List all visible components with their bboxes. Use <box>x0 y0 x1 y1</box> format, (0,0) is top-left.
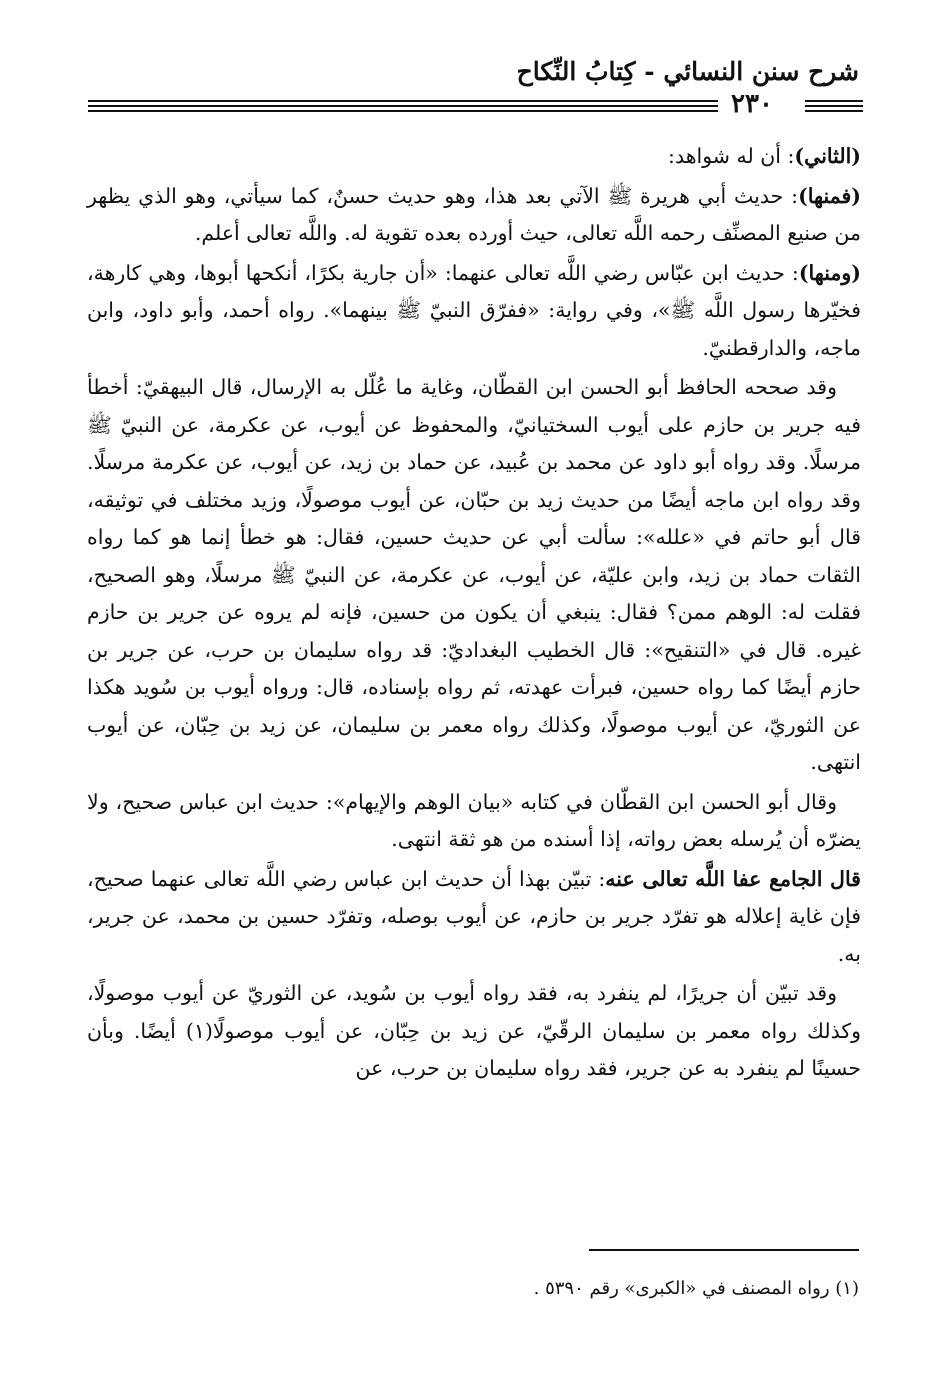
header-double-rule-right <box>805 100 863 115</box>
page-number: ٢٣٠ <box>731 89 773 119</box>
paragraph-waminha <box>87 255 861 368</box>
paragraph-text: وقد صححه الحافظ أبو الحسن ابن القطّان، وغاية ما عُلّل به الإرسال، قال البيهقيّ: أخطأ فيه جرير بن حازم على أيوب السختيانيّ، والمحفوظ عن أيوب، عن عكرمة، عن النبيّ ﷺ مرسلًا. وقد رواه أبو داود عن محمد بن عُبيد، عن حماد بن زيد، عن أيوب، عن عكرمة مرسلًا. وقد رواه ابن ماجه أيضًا من حديث زيد بن حبّان، عن أيوب موصولًا، وزيد مختلف في توثيقه، قال أبو حاتم في «علله»: سألت أبي عن حديث حسين، فقال: هو خطأ إنما هو كما رواه الثقات حماد بن زيد، وابن عليّة، عن أيوب، عن عكرمة، عن النبيّ ﷺ مرسلًا، وهو الصحيح، فقلت له: الوهم ممن؟ فقال: ينبغي أن يكون من حسين، فإنه لم يروه عن جرير بن حازم غيره. قال في «التنقيح»: قال الخطيب البغداديّ: قد رواه سليمان بن حرب، عن جرير بن حازم أيضًا كما رواه حسين، فبرأت عهدته، ثم رواه بإسناده، قال: ورواه أيوب بن سُويد هكذا عن الثوريّ، عن أيوب موصولًا، وكذلك رواه معمر بن سليمان، عن زيد بن حِبّان، عن أيوب انتهى. <box>87 375 861 774</box>
paragraph-text: وقد تبيّن أن جريرًا، لم ينفرد به، فقد رواه أيوب بن سُويد، عن الثوريّ عن أيوب موصولًا، وكذلك رواه معمر بن سليمان الرقّيّ، عن زيد بن حِبّان، عن أيوب موصولًا(١) أيضًا. وبأن حسينًا لم ينفرد به عن جرير، فقد رواه سليمان بن حرب، عن <box>87 981 861 1080</box>
paragraph-thani <box>87 138 861 176</box>
paragraph-bayan-alwahm <box>87 784 861 859</box>
main-text <box>87 138 861 1090</box>
paragraph-text: : تبيّن بهذا أن حديث ابن عباس رضي اللَّه تعالى عنهما صحيح، فإن غاية إعلاله هو تفرّد جرير بن حازم، عن أيوب بوصله، وتفرّد حسين بن محمد، عن جرير، به. <box>87 866 861 966</box>
paragraph-text: : حديث ابن عبّاس رضي اللَّه تعالى عنهما: «أن جارية بكرًا، أنكحها أبوها، وهي كارهة، فخيّرها رسول اللَّه ﷺ»، وفي رواية: «ففرّق النبيّ ﷺ بينهما». رواه أحمد، وأبو داود، وابن ماجه، والدارقطنيّ. <box>87 260 861 360</box>
paragraph-text: : حديث أبي هريرة ﷺ الآتي بعد هذا، وهو حديث حسنٌ، كما سيأتي، وهو الذي يظهر من صنيع المصنِّف رحمه اللَّه تعالى، حيث أورده بعده تقوية له. واللَّه تعالى أعلم. <box>87 183 861 245</box>
paragraph-lead: (ومنها) <box>798 260 861 285</box>
paragraph-lead: (فمنها) <box>798 183 861 208</box>
paragraph-lead: (الثاني) <box>794 144 861 168</box>
paragraph-faminha <box>87 178 861 253</box>
paragraph-qal-aljami <box>87 861 861 974</box>
paragraph-ibn-qattan-sahhaha <box>87 369 861 782</box>
paragraph-text: : أن له شواهد: <box>668 144 795 168</box>
footnote-separator <box>589 1249 859 1251</box>
paragraph-lead: قال الجامع عفا اللَّه تعالى عنه <box>605 866 861 891</box>
header-double-rule-left <box>88 100 718 115</box>
footnote: (١) رواه المصنف في «الكبرى» رقم ٥٣٩٠ . <box>533 1278 859 1299</box>
paragraph-tabayyana-jarir <box>87 975 861 1088</box>
paragraph-text: وقال أبو الحسن ابن القطّان في كتابه «بيان الوهم والإيهام»: حديث ابن عباس صحيح، ولا يضرّه أن يُرسله بعض رواته، إذا أسنده من هو ثقة انتهى. <box>87 789 861 851</box>
running-header-title: شرح سنن النسائي - كِتابُ النِّكاح <box>516 57 859 86</box>
